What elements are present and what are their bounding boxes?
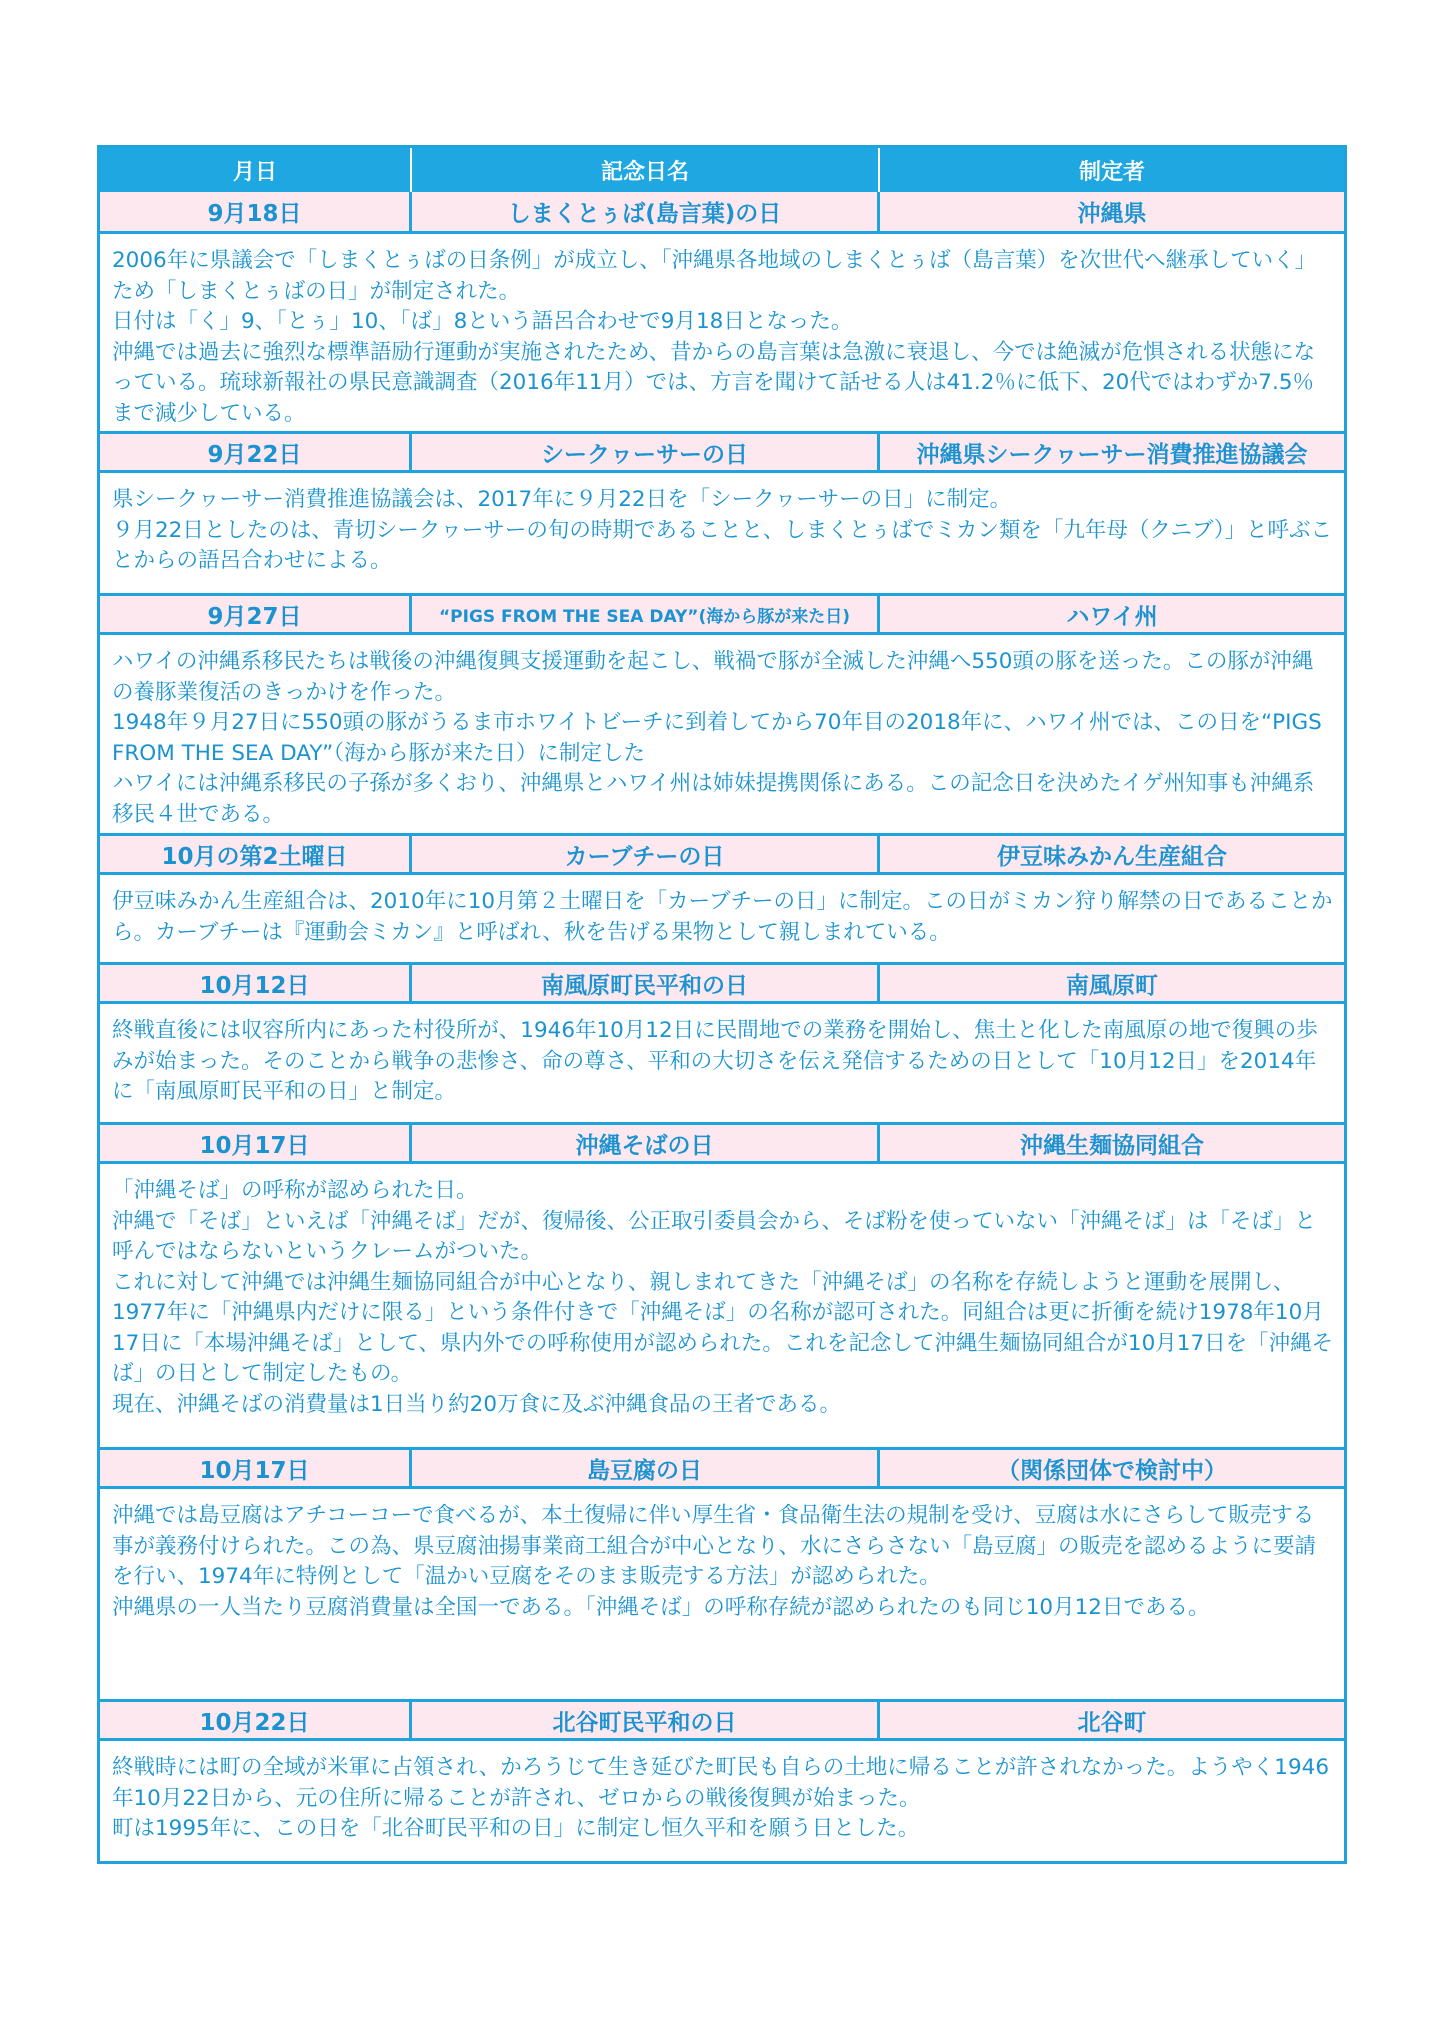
entry-title-row xyxy=(100,1122,1344,1164)
entry-title-row xyxy=(100,431,1344,473)
entry-author: 沖縄生麺協同組合 xyxy=(1020,1132,1204,1159)
entry-body xyxy=(100,875,1344,962)
entry-body xyxy=(100,1741,1344,1861)
entry-date: 9月27日 xyxy=(100,596,412,632)
entry-date: 10月17日 xyxy=(100,1125,412,1161)
entry-paragraph: 沖縄では過去に強烈な標準語励行運動が実施されたため、昔からの島言葉は急激に衰退し、今では絶滅が危惧される状態になっている。琉球新報社の県民意識調査（2016年11月）では、方言を聞けて話せる人は41.2％に低下、20代ではわずか7.5％まで減少している。 xyxy=(112,339,1316,426)
entry-paragraph: ハワイには沖縄系移民の子孫が多くおり、沖縄県とハワイ州は姉妹提携関係にある。この記念日を決めたイゲ州知事も沖縄系移民４世である。 xyxy=(112,771,1315,827)
entry-paragraph: 伊豆味みかん生産組合は、2010年に10月第２土曜日を「カーブチーの日」に制定。この日がミカン狩り解禁の日であることから。カーブチーは『運動会ミカン』と呼ばれ、秋を告げる果物として親しまれている。 xyxy=(112,889,1333,945)
entry-paragraph: 現在、沖縄そばの消費量は1日当り約20万食に及ぶ沖縄食品の王者である。 xyxy=(112,1391,842,1417)
entry-date: 9月18日 xyxy=(100,192,412,231)
entry-paragraph: 「沖縄そば」の呼称が認められた日。 xyxy=(112,1178,478,1203)
entry-paragraph: 沖縄で「そば」といえば「沖縄そば」だが、復帰後、公正取引委員会から、そば粉を使っていない「沖縄そば」は「そば」と呼んではならないというクレームがついた。 xyxy=(112,1208,1317,1264)
header-name: 記念日名 xyxy=(412,148,880,192)
entry-name: しまくとぅば(島言葉)の日 xyxy=(412,192,880,231)
entry-title-row xyxy=(100,192,1344,234)
entry-paragraph: 1948年９月27日に550頭の豚がうるま市ホワイトビーチに到着してから70年目の2018年に、ハワイ州では、この日を“PIGS FROM THE SEA DAY”（海から豚が来た日）に制定した xyxy=(112,710,1322,766)
entry-date: 10月の第2土曜日 xyxy=(100,836,412,872)
entry-date: 10月12日 xyxy=(100,965,412,1001)
header-date: 月日 xyxy=(100,148,412,192)
entry-body xyxy=(100,1489,1344,1699)
entry-author: 伊豆味みかん生産組合 xyxy=(997,843,1227,870)
entry-paragraph: 終戦時には町の全域が米軍に占領され、かろうじて生き延びた町民も自らの土地に帰ることが許されなかった。ようやく1946年10月22日から、元の住所に帰ることが許され、ゼロからの戦後復興が始まった。 xyxy=(112,1755,1330,1811)
entry-name: 北谷町民平和の日 xyxy=(412,1702,880,1738)
header-author: 制定者 xyxy=(1078,159,1145,185)
entry-name: 島豆腐の日 xyxy=(412,1450,880,1486)
entry-paragraph: 県シークヮーサー消費推進協議会は、2017年に９月22日を「シークヮーサーの日」に制定。 xyxy=(112,487,1012,512)
entry-title-row xyxy=(100,1699,1344,1741)
entry-author: 沖縄県シークヮーサー消費推進協議会 xyxy=(916,441,1308,468)
entry-body xyxy=(100,473,1344,593)
entry-name: “PIGS FROM THE SEA DAY”(海から豚が来た日) xyxy=(412,596,880,632)
entry-body xyxy=(100,1004,1344,1122)
entry-author: ハワイ州 xyxy=(1066,603,1158,630)
entry-author: （関係団体で検討中） xyxy=(997,1457,1227,1484)
entry-name: シークヮーサーの日 xyxy=(412,434,880,470)
entry-author: 北谷町 xyxy=(1077,1709,1147,1736)
entry-paragraph: 町は1995年に、この日を「北谷町民平和の日」に制定し恒久平和を願う日とした。 xyxy=(112,1816,920,1841)
entry-date: 9月22日 xyxy=(100,434,412,470)
entry-title-row xyxy=(100,833,1344,875)
table-header xyxy=(100,148,1344,192)
entry-name: カーブチーの日 xyxy=(412,836,880,872)
entry-paragraph: 終戦直後には収容所内にあった村役所が、1946年10月12日に民間地での業務を開始し、焦土と化した南風原の地で復興の歩みが始まった。そのことから戦争の悲惨さ、命の尊さ、平和の大切さを伝え発信するための日として「10月12日」を2014年に「南風原町民平和の日」と制定。 xyxy=(112,1018,1318,1104)
entry-name: 沖縄そばの日 xyxy=(412,1125,880,1161)
entry-paragraph: 日付は「く」9、「とぅ」10、「ば」8という語呂合わせで9月18日となった。 xyxy=(112,309,853,334)
entry-paragraph: ハワイの沖縄系移民たちは戦後の沖縄復興支援運動を起こし、戦禍で豚が全滅した沖縄へ550頭の豚を送った。この豚が沖縄の養豚業復活のきっかけを作った。 xyxy=(112,649,1314,705)
entry-paragraph: 沖縄県の一人当たり豆腐消費量は全国一である。「沖縄そば」の呼称存続が認められたのも同じ10月12日である。 xyxy=(112,1594,1210,1620)
entry-author: 南風原町 xyxy=(1066,972,1158,999)
entry-date: 10月22日 xyxy=(100,1702,412,1738)
entry-body xyxy=(100,635,1344,833)
entry-paragraph: これに対して沖縄では沖縄生麺協同組合が中心となり、親しまれてきた「沖縄そば」の名称を存続しようと運動を展開し、1977年に「沖縄県内だけに限る」という条件付きで「沖縄そば」の名称が認可された。同組合は更に折衝を続け1978年10月17日に「本場沖縄そば」として、県内外での呼称使用が認められた。これを記念して沖縄生麺協同組合が10月17日を「沖縄そば」の日として制定したもの。 xyxy=(112,1269,1334,1386)
entry-name: 南風原町民平和の日 xyxy=(412,965,880,1001)
entry-paragraph: ９月22日としたのは、青切シークヮーサーの旬の時期であることと、しまくとぅばでミカン類を「九年母（クニブ）」と呼ぶことからの語呂合わせによる。 xyxy=(112,517,1332,573)
entry-author: 沖縄県 xyxy=(1077,201,1147,227)
entry-body xyxy=(100,1164,1344,1447)
entry-paragraph: 沖縄では島豆腐はアチコーコーで食べるが、本土復帰に伴い厚生省・食品衛生法の規制を受け、豆腐は水にさらして販売する事が義務付けられた。この為、県豆腐油揚事業商工組合が中心となり、水にさらさない「島豆腐」の販売を認めるように要請を行い、1974年に特例として「温かい豆腐をそのまま販売する方法」が認められた。 xyxy=(112,1503,1317,1589)
entry-body xyxy=(100,234,1344,431)
entry-title-row xyxy=(100,1447,1344,1489)
entry-title-row xyxy=(100,962,1344,1004)
entry-title-row xyxy=(100,593,1344,635)
entry-date: 10月17日 xyxy=(100,1450,412,1486)
commemoration-table xyxy=(97,145,1347,1864)
entry-paragraph: 2006年に県議会で「しまくとぅばの日条例」が成立し、「沖縄県各地域のしまくとぅば（島言葉）を次世代へ継承していく」ため「しまくとぅばの日」が制定された。 xyxy=(112,248,1317,304)
